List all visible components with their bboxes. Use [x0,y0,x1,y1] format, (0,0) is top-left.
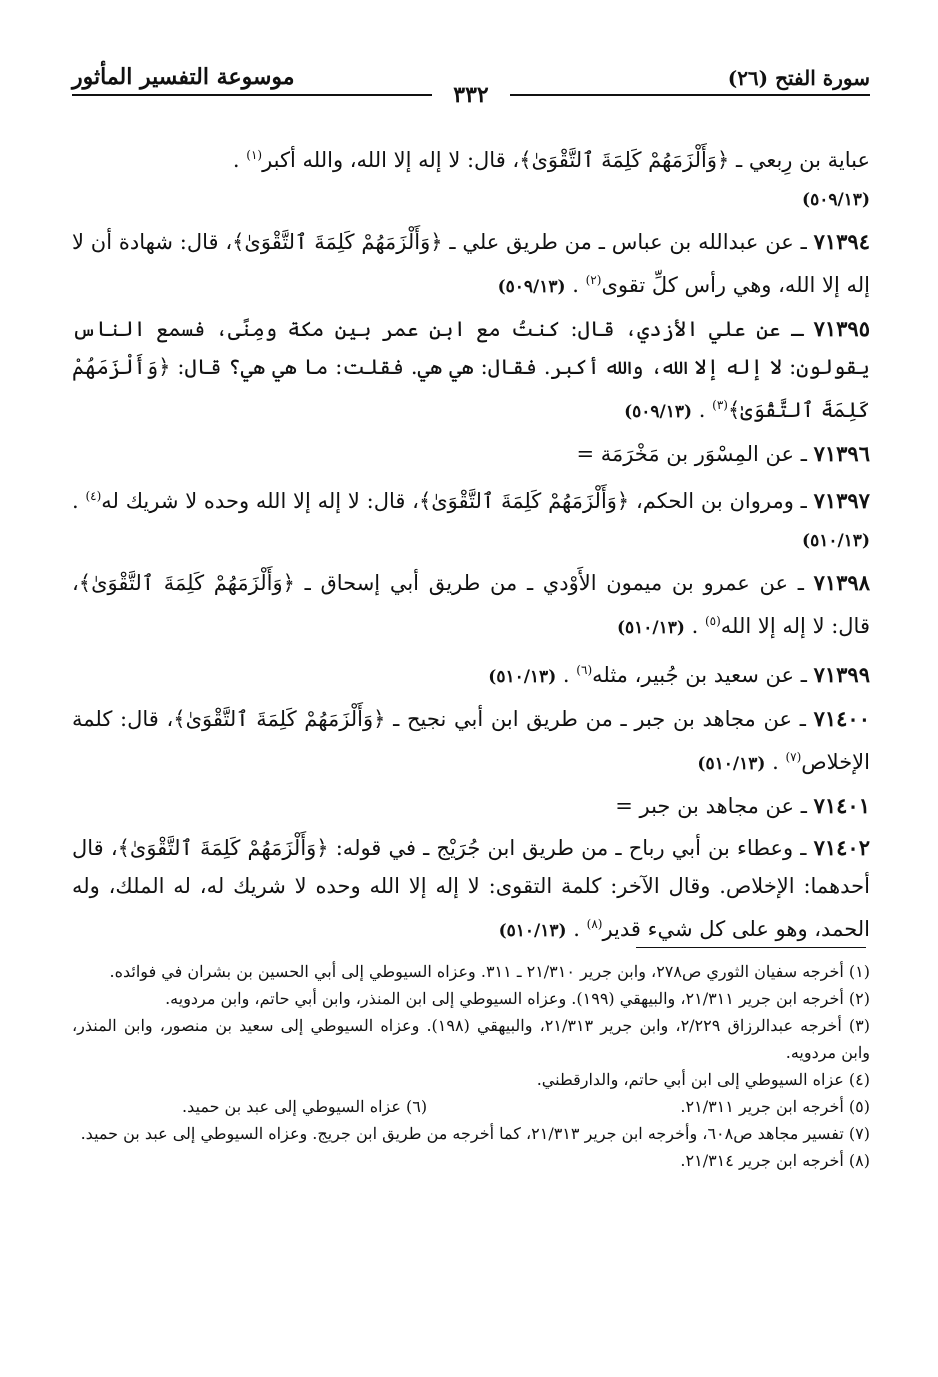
page-number: ٣٣٢ [445,82,496,108]
source-ref: (٥١٠/١٣) [488,667,557,687]
footnote: (٢) أخرجه ابن جرير ٢١/٣١١، والبيهقي (١٩٩). وعزاه السيوطي إلى ابن المنذر، وابن أبي حاتم، وابن مردويه. [165,989,870,1008]
narration-number: ٧١٣٩٤ [813,229,870,254]
narration-number: ٧١٣٩٥ [813,316,870,341]
narration-number: ٧١٣٩٦ [813,441,870,466]
footnote: (٦) عزاه السيوطي إلى عبد بن حميد. [182,1097,428,1116]
paragraph: ٧١٣٩٥ ـ عن علي الأزدي، قال: كنتُ مع ابن عمر بين مكة ومِنًى، فسمع الناس يقولون: لا إله إلا الله، والله أكبر. فقال: هي هي. فقلت: ما هي هي؟ قال: ﴿وَأَلْزَمَهُمْ كَلِمَةَ ٱلتَّقْوَىٰ﴾$^{(٣)}$ . (٥٠٩/١٣) [72,316,870,422]
narration-number: ٧١٣٩٩ [813,662,870,687]
footnote-ref[interactable]: (٤) [85,489,102,503]
footnote-ref[interactable]: (٧) [785,750,802,764]
footnote: (٣) أخرجه عبدالرزاق ٢/٢٢٩، وابن جرير ٢١/٣١٣، والبيهقي (١٩٨). وعزاه السيوطي إلى سعيد بن منصور، وابن المنذر، وابن مردويه. [72,1016,871,1062]
footnote: (٧) تفسير مجاهد ص٦٠٨، وأخرجه ابن جرير ٢١/٣١٣، كما أخرجه من طريق ابن جريج. وعزاه السيوطي إلى عبد بن حميد. [80,1124,870,1143]
footnote-ref[interactable]: (٦) [576,663,593,677]
narration-number: ٧١٤٠٢ [813,835,870,860]
footnote: (٨) أخرجه ابن جرير ٢١/٣١٤. [680,1151,870,1170]
source-ref: (٥١٠/١٣) [697,754,766,774]
paragraph: ٧١٣٩٦ ـ عن المِسْوَر بن مَخْرَمَة = [576,441,870,466]
page-number-bar [72,82,870,108]
page-body [72,136,870,954]
paragraph: عباية بن رِبعي ـ ﴿وَأَلْزَمَهُمْ كَلِمَةَ ٱلتَّقْوَىٰ﴾، قال: لا إله إلا الله، والله أكبر$^{(١)}$ . (٥٠٩/١٣) [232,148,870,210]
narration-number: ٧١٣٩٧ [813,488,870,513]
footnote-row [72,1093,870,1120]
source-ref: (٥٠٩/١٣) [624,402,693,422]
footnote: (٤) عزاه السيوطي إلى ابن أبي حاتم، والدارقطني. [536,1070,870,1089]
paragraph: ٧١٤٠١ ـ عن مجاهد بن جبر = [615,793,870,818]
narration-number: ٧١٤٠٠ [813,706,870,731]
footnote-ref[interactable]: (٨) [586,917,603,931]
ornament-rule-right [510,94,870,96]
paragraph: ٧١٣٩٤ ـ عن عبدالله بن عباس ـ من طريق علي ـ ﴿وَأَلْزَمَهُمْ كَلِمَةَ ٱلتَّقْوَىٰ﴾، قال: شهادة أن لا إله إلا الله، وهي رأس كلِّ تقوى$^{(٢)}$ . (٥٠٩/١٣) [72,229,870,297]
paragraph: ٧١٤٠٠ ـ عن مجاهد بن جبر ـ من طريق ابن أبي نجيح ـ ﴿وَأَلْزَمَهُمْ كَلِمَةَ ٱلتَّقْوَىٰ﴾، قال: كلمة الإخلاص$^{(٧)}$ . (٥١٠/١٣) [72,706,870,774]
footnote-ref[interactable]: (١) [246,148,263,162]
ornament-rule-left [72,94,432,96]
footnote-ref[interactable]: (٣) [712,398,728,412]
paragraph: ٧١٣٩٧ ـ ومروان بن الحكم، ﴿وَأَلْزَمَهُمْ كَلِمَةَ ٱلتَّقْوَىٰ﴾، قال: لا إله إلا الله وحده لا شريك له$^{(٤)}$ . (٥١٠/١٣) [72,488,870,551]
source-ref: (٥١٠/١٣) [802,531,870,551]
narration-number: ٧١٣٩٨ [813,570,870,595]
footnotes [72,958,870,1174]
footnote-ref[interactable]: (٢) [585,273,602,287]
book-title: موسوعة التفسير المأثور [72,64,295,90]
paragraph: ٧١٤٠٢ ـ وعطاء بن أبي رباح ـ من طريق ابن جُرَيْج ـ في قوله: ﴿وَأَلْزَمَهُمْ كَلِمَةَ ٱلتَّقْوَىٰ﴾، قال أحدهما: الإخلاص. وقال الآخر: كلمة التقوى: لا إله إلا الله وحده لا شريك له، له الملك، وله الحمد، وهو على كل شيء قدير$^{(٨)}$ . (٥١٠/١٣) [72,835,870,941]
footnote: (٥) أخرجه ابن جرير ٢١/٣١١. [680,1097,870,1116]
page-header [72,58,870,108]
source-ref: (٥١٠/١٣) [498,921,567,941]
footnote: (١) أخرجه سفيان الثوري ص٢٧٨، وابن جرير ٢١/٣١٠ ـ ٣١١. وعزاه السيوطي إلى أبي الحسين بن بشران في فوائده. [109,962,870,981]
source-ref: (٥٠٩/١٣) [497,277,566,297]
book-page [72,58,870,941]
source-ref: (٥٠٩/١٣) [802,190,870,210]
narration-number: ٧١٤٠١ [813,793,870,818]
footnote-ref[interactable]: (٥) [704,614,721,628]
surah-title: سورة الفتح (٢٦) [727,66,870,90]
footnote-divider [636,947,866,948]
paragraph: ٧١٣٩٩ ـ عن سعيد بن جُبير، مثله$^{(٦)}$ . (٥١٠/١٣) [488,662,870,687]
source-ref: (٥١٠/١٣) [616,618,685,638]
paragraph: ٧١٣٩٨ ـ عن عمرو بن ميمون الأَوْدي ـ من طريق أبي إسحاق ـ ﴿وَأَلْزَمَهُمْ كَلِمَةَ ٱلتَّقْوَىٰ﴾، قال: لا إله إلا الله$^{(٥)}$ . (٥١٠/١٣) [72,570,870,638]
